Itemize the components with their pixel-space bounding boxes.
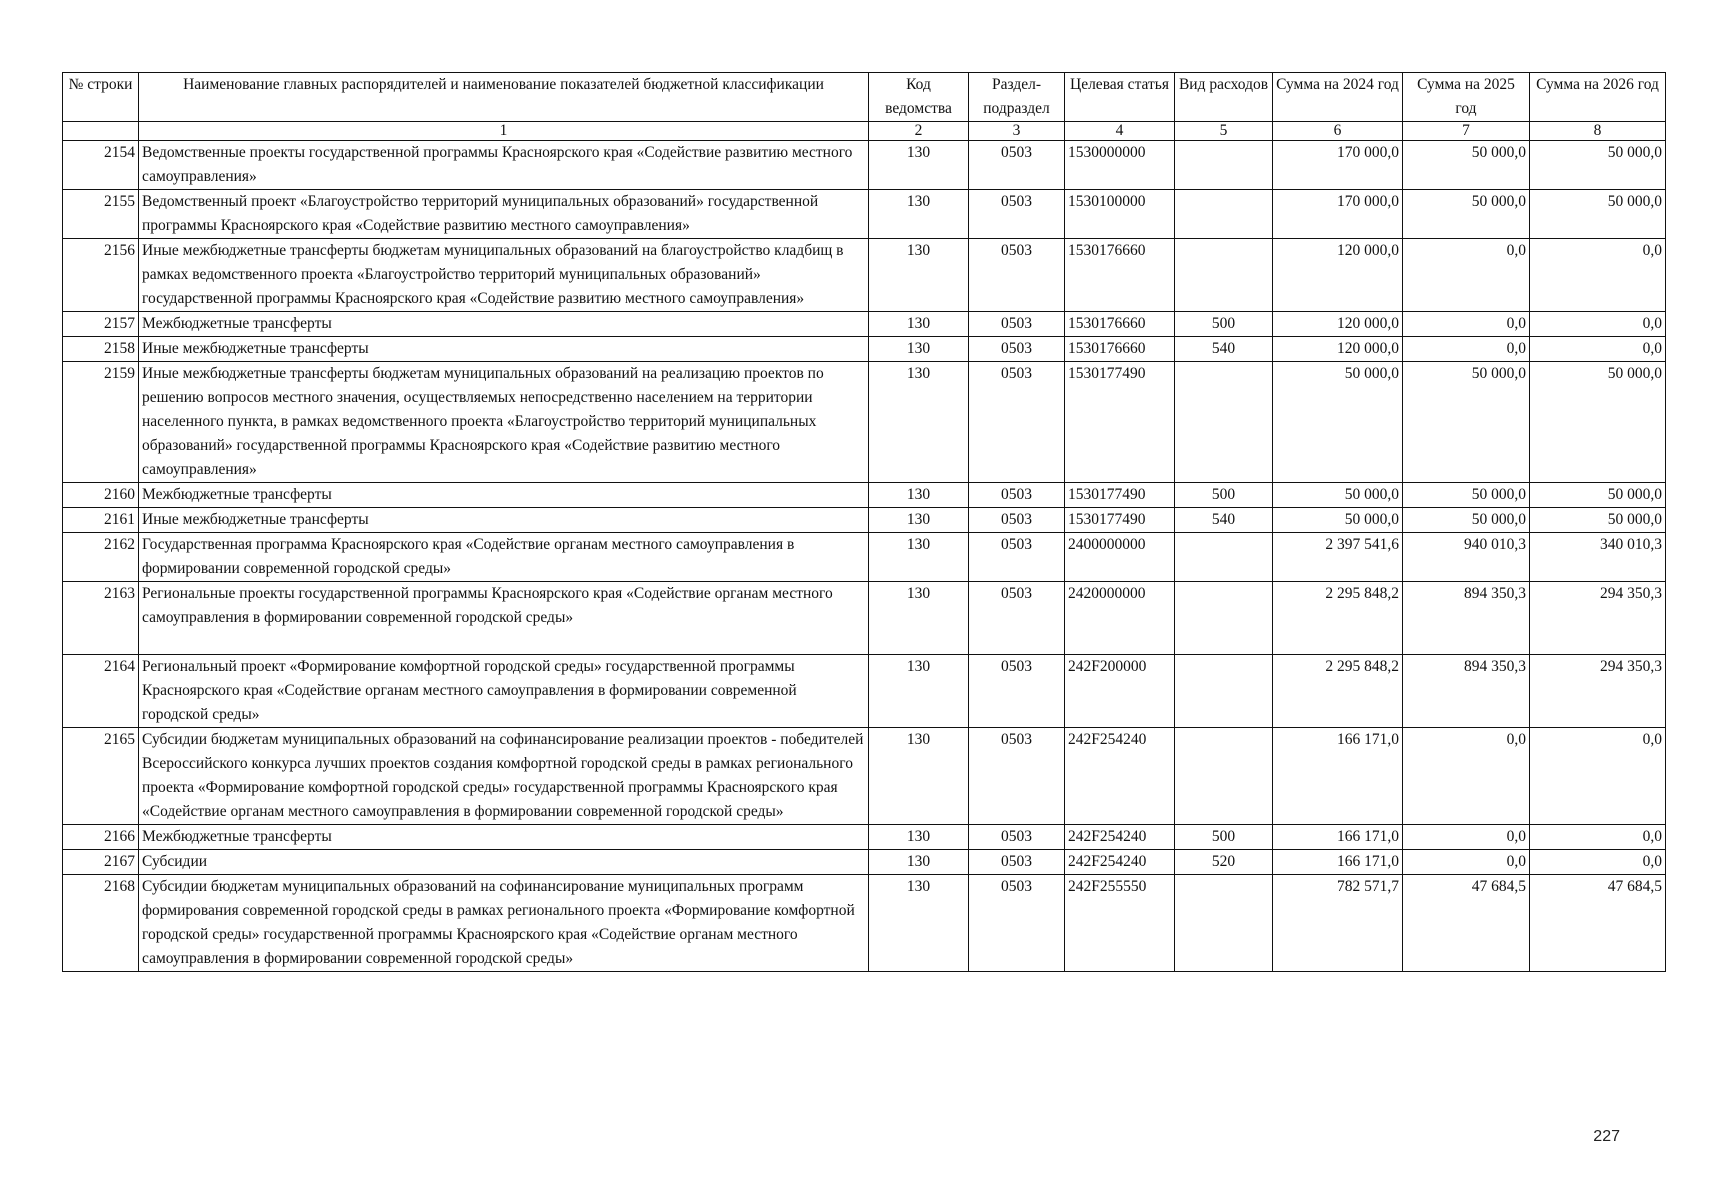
table-row — [63, 483, 1666, 508]
header-name: Наименование главных распорядителей и наименование показателей бюджетной классификации — [139, 73, 869, 122]
target-article-cell: 242F254240 — [1065, 825, 1175, 850]
row-number-cell: 2168 — [63, 875, 139, 972]
sum-2024-cell: 120 000,0 — [1273, 337, 1403, 362]
target-article-cell: 1530177490 — [1065, 508, 1175, 533]
section-code-cell: 0503 — [969, 875, 1065, 972]
sum-2025-cell: 50 000,0 — [1403, 190, 1530, 239]
row-name-cell: Иные межбюджетные трансферты бюджетам муниципальных образований на реализацию проектов по решению вопросов местного значения, осуществляемых непосредственно населением на территории населенного пункта, в рамках ведомственного проекта «Благоустройство территорий муниципальных образований» государственной программы Красноярского края «Содействие развитию местного самоуправления» — [139, 362, 869, 483]
table-body — [63, 141, 1666, 972]
sum-2024-cell: 166 171,0 — [1273, 850, 1403, 875]
sum-2024-cell: 170 000,0 — [1273, 141, 1403, 190]
sum-2026-cell: 47 684,5 — [1530, 875, 1666, 972]
table-row — [63, 728, 1666, 825]
sum-2025-cell: 50 000,0 — [1403, 141, 1530, 190]
column-number — [63, 122, 139, 141]
section-code-cell: 0503 — [969, 582, 1065, 655]
target-article-cell: 1530100000 — [1065, 190, 1175, 239]
header-csr: Целевая статья — [1065, 73, 1175, 122]
section-code-cell: 0503 — [969, 508, 1065, 533]
department-code-cell: 130 — [869, 728, 969, 825]
sum-2025-cell: 50 000,0 — [1403, 362, 1530, 483]
budget-table — [62, 72, 1666, 972]
department-code-cell: 130 — [869, 533, 969, 582]
section-code-cell: 0503 — [969, 190, 1065, 239]
department-code-cell: 130 — [869, 825, 969, 850]
table-row — [63, 141, 1666, 190]
expense-type-cell: 520 — [1175, 850, 1273, 875]
section-code-cell: 0503 — [969, 337, 1065, 362]
table-row — [63, 875, 1666, 972]
table-row — [63, 190, 1666, 239]
section-code-cell: 0503 — [969, 483, 1065, 508]
sum-2024-cell: 50 000,0 — [1273, 483, 1403, 508]
sum-2024-cell: 170 000,0 — [1273, 190, 1403, 239]
sum-2025-cell: 940 010,3 — [1403, 533, 1530, 582]
row-number-cell: 2161 — [63, 508, 139, 533]
sum-2024-cell: 166 171,0 — [1273, 825, 1403, 850]
department-code-cell: 130 — [869, 141, 969, 190]
sum-2024-cell: 166 171,0 — [1273, 728, 1403, 825]
table-row — [63, 337, 1666, 362]
row-name-cell: Межбюджетные трансферты — [139, 312, 869, 337]
sum-2026-cell: 0,0 — [1530, 239, 1666, 312]
target-article-cell: 1530176660 — [1065, 312, 1175, 337]
sum-2024-cell: 2 295 848,2 — [1273, 655, 1403, 728]
sum-2026-cell: 0,0 — [1530, 337, 1666, 362]
row-number-cell: 2160 — [63, 483, 139, 508]
sum-2025-cell: 0,0 — [1403, 312, 1530, 337]
row-name-cell: Иные межбюджетные трансферты — [139, 508, 869, 533]
target-article-cell: 1530000000 — [1065, 141, 1175, 190]
expense-type-cell — [1175, 655, 1273, 728]
row-number-cell: 2162 — [63, 533, 139, 582]
section-code-cell: 0503 — [969, 141, 1065, 190]
sum-2026-cell: 294 350,3 — [1530, 582, 1666, 655]
row-name-cell: Субсидии бюджетам муниципальных образований на софинансирование реализации проектов - победителей Всероссийского конкурса лучших проектов создания комфортной городской среды в рамках регионального проекта «Формирование комфортной городской среды» государственной программы Красноярского края «Содействие органам местного самоуправления в формировании современной городской среды» — [139, 728, 869, 825]
expense-type-cell — [1175, 875, 1273, 972]
section-code-cell: 0503 — [969, 312, 1065, 337]
section-code-cell: 0503 — [969, 239, 1065, 312]
section-code-cell: 0503 — [969, 850, 1065, 875]
sum-2025-cell: 47 684,5 — [1403, 875, 1530, 972]
row-number-cell: 2164 — [63, 655, 139, 728]
row-number-cell: 2163 — [63, 582, 139, 655]
target-article-cell: 242F200000 — [1065, 655, 1175, 728]
expense-type-cell — [1175, 362, 1273, 483]
sum-2024-cell: 50 000,0 — [1273, 362, 1403, 483]
target-article-cell: 2400000000 — [1065, 533, 1175, 582]
department-code-cell: 130 — [869, 655, 969, 728]
row-number-cell: 2165 — [63, 728, 139, 825]
expense-type-cell — [1175, 141, 1273, 190]
department-code-cell: 130 — [869, 190, 969, 239]
row-number-cell: 2167 — [63, 850, 139, 875]
sum-2026-cell: 50 000,0 — [1530, 362, 1666, 483]
sum-2024-cell: 120 000,0 — [1273, 239, 1403, 312]
row-number-cell: 2158 — [63, 337, 139, 362]
header-sum-2026: Сумма на 2026 год — [1530, 73, 1666, 122]
column-number: 6 — [1273, 122, 1403, 141]
header-razdel: Раздел-подраздел — [969, 73, 1065, 122]
sum-2026-cell: 0,0 — [1530, 825, 1666, 850]
row-number-cell: 2166 — [63, 825, 139, 850]
department-code-cell: 130 — [869, 582, 969, 655]
sum-2025-cell: 894 350,3 — [1403, 655, 1530, 728]
row-name-cell: Субсидии бюджетам муниципальных образований на софинансирование муниципальных программ формирования современной городской среды в рамках регионального проекта «Формирование комфортной городской среды» государственной программы Красноярского края «Содействие органам местного самоуправления в формировании современной городской среды» — [139, 875, 869, 972]
row-name-cell: Межбюджетные трансферты — [139, 825, 869, 850]
table-row — [63, 312, 1666, 337]
sum-2025-cell: 0,0 — [1403, 728, 1530, 825]
row-number-cell: 2157 — [63, 312, 139, 337]
expense-type-cell — [1175, 582, 1273, 655]
department-code-cell: 130 — [869, 362, 969, 483]
table-row — [63, 533, 1666, 582]
table-row — [63, 239, 1666, 312]
table-row — [63, 582, 1666, 655]
sum-2026-cell: 50 000,0 — [1530, 141, 1666, 190]
sum-2026-cell: 0,0 — [1530, 850, 1666, 875]
expense-type-cell: 500 — [1175, 483, 1273, 508]
department-code-cell: 130 — [869, 850, 969, 875]
column-number: 7 — [1403, 122, 1530, 141]
expense-type-cell — [1175, 190, 1273, 239]
sum-2026-cell: 294 350,3 — [1530, 655, 1666, 728]
column-number: 4 — [1065, 122, 1175, 141]
department-code-cell: 130 — [869, 508, 969, 533]
page-number: 227 — [1593, 1128, 1620, 1145]
table-row — [63, 362, 1666, 483]
sum-2025-cell: 0,0 — [1403, 337, 1530, 362]
table-row — [63, 508, 1666, 533]
section-code-cell: 0503 — [969, 655, 1065, 728]
column-number: 8 — [1530, 122, 1666, 141]
sum-2026-cell: 50 000,0 — [1530, 190, 1666, 239]
row-name-cell: Субсидии — [139, 850, 869, 875]
sum-2025-cell: 0,0 — [1403, 825, 1530, 850]
sum-2025-cell: 0,0 — [1403, 850, 1530, 875]
row-name-cell: Иные межбюджетные трансферты бюджетам муниципальных образований на благоустройство кладбищ в рамках ведомственного проекта «Благоустройство территорий муниципальных образований» государственной программы Красноярского края «Содействие развитию местного самоуправления» — [139, 239, 869, 312]
sum-2024-cell: 120 000,0 — [1273, 312, 1403, 337]
column-number: 3 — [969, 122, 1065, 141]
row-name-cell: Межбюджетные трансферты — [139, 483, 869, 508]
target-article-cell: 1530176660 — [1065, 337, 1175, 362]
target-article-cell: 1530177490 — [1065, 362, 1175, 483]
row-name-cell: Ведомственные проекты государственной программы Красноярского края «Содействие развитию местного самоуправления» — [139, 141, 869, 190]
header-ved: Код ведомства — [869, 73, 969, 122]
row-name-cell: Иные межбюджетные трансферты — [139, 337, 869, 362]
target-article-cell: 1530177490 — [1065, 483, 1175, 508]
expense-type-cell — [1175, 728, 1273, 825]
sum-2026-cell: 50 000,0 — [1530, 508, 1666, 533]
row-name-cell: Региональный проект «Формирование комфортной городской среды» государственной программы Красноярского края «Содействие органам местного самоуправления в формировании современной городской среды» — [139, 655, 869, 728]
sum-2025-cell: 50 000,0 — [1403, 508, 1530, 533]
section-code-cell: 0503 — [969, 728, 1065, 825]
row-name-cell: Региональные проекты государственной программы Красноярского края «Содействие органам местного самоуправления в формировании современной городской среды» — [139, 582, 869, 655]
row-name-cell: Государственная программа Красноярского края «Содействие органам местного самоуправления в формировании современной городской среды» — [139, 533, 869, 582]
header-vr: Вид расходов — [1175, 73, 1273, 122]
target-article-cell: 242F254240 — [1065, 850, 1175, 875]
sum-2024-cell: 2 397 541,6 — [1273, 533, 1403, 582]
expense-type-cell: 540 — [1175, 508, 1273, 533]
row-number-cell: 2155 — [63, 190, 139, 239]
expense-type-cell: 540 — [1175, 337, 1273, 362]
section-code-cell: 0503 — [969, 362, 1065, 483]
department-code-cell: 130 — [869, 312, 969, 337]
target-article-cell: 242F254240 — [1065, 728, 1175, 825]
sum-2025-cell: 50 000,0 — [1403, 483, 1530, 508]
column-number: 1 — [139, 122, 869, 141]
sum-2024-cell: 782 571,7 — [1273, 875, 1403, 972]
sum-2024-cell: 2 295 848,2 — [1273, 582, 1403, 655]
section-code-cell: 0503 — [969, 533, 1065, 582]
table-row — [63, 825, 1666, 850]
row-number-cell: 2154 — [63, 141, 139, 190]
target-article-cell: 1530176660 — [1065, 239, 1175, 312]
column-number: 5 — [1175, 122, 1273, 141]
sum-2025-cell: 0,0 — [1403, 239, 1530, 312]
header-row — [63, 73, 1666, 122]
column-number: 2 — [869, 122, 969, 141]
expense-type-cell: 500 — [1175, 312, 1273, 337]
target-article-cell: 2420000000 — [1065, 582, 1175, 655]
row-number-cell: 2156 — [63, 239, 139, 312]
expense-type-cell — [1175, 533, 1273, 582]
target-article-cell: 242F255550 — [1065, 875, 1175, 972]
sum-2026-cell: 340 010,3 — [1530, 533, 1666, 582]
sum-2024-cell: 50 000,0 — [1273, 508, 1403, 533]
expense-type-cell: 500 — [1175, 825, 1273, 850]
sum-2026-cell: 0,0 — [1530, 312, 1666, 337]
header-row-no: № строки — [63, 73, 139, 122]
department-code-cell: 130 — [869, 483, 969, 508]
table-row — [63, 655, 1666, 728]
sum-2025-cell: 894 350,3 — [1403, 582, 1530, 655]
department-code-cell: 130 — [869, 875, 969, 972]
row-number-cell: 2159 — [63, 362, 139, 483]
row-name-cell: Ведомственный проект «Благоустройство территорий муниципальных образований» государственной программы Красноярского края «Содействие развитию местного самоуправления» — [139, 190, 869, 239]
header-sum-2024: Сумма на 2024 год — [1273, 73, 1403, 122]
section-code-cell: 0503 — [969, 825, 1065, 850]
column-number-row — [63, 122, 1666, 141]
sum-2026-cell: 0,0 — [1530, 728, 1666, 825]
expense-type-cell — [1175, 239, 1273, 312]
sum-2026-cell: 50 000,0 — [1530, 483, 1666, 508]
table-row — [63, 850, 1666, 875]
department-code-cell: 130 — [869, 337, 969, 362]
header-sum-2025: Сумма на 2025 год — [1403, 73, 1530, 122]
department-code-cell: 130 — [869, 239, 969, 312]
